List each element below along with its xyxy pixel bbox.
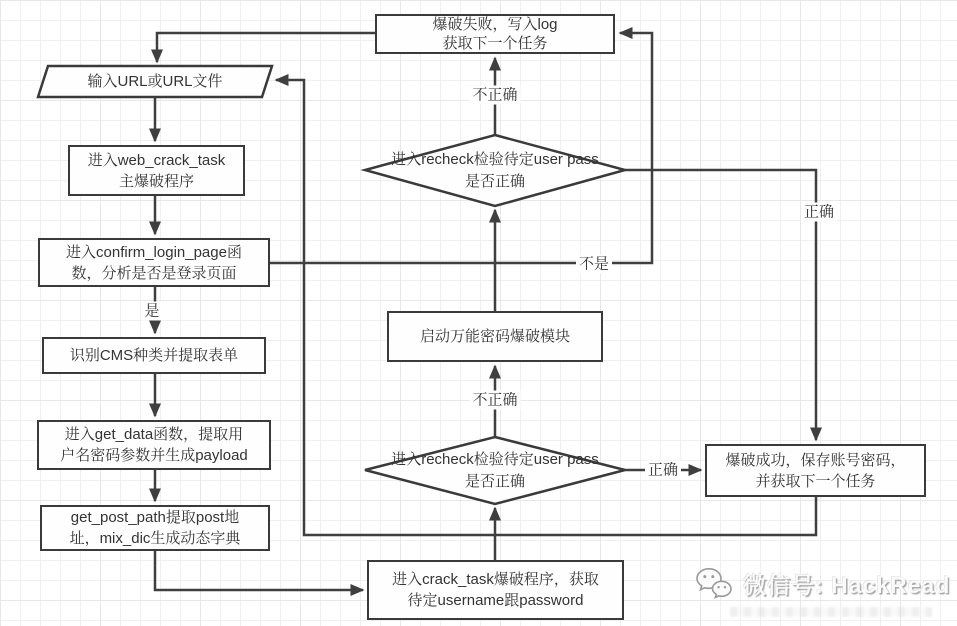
node-confirm-login-line1: 进入confirm_login_page函 [66,243,242,261]
node-universal-password [387,311,603,362]
node-recheck-lower-line1: 进入recheck检验待定user pass [391,451,599,468]
watermark-text: 微信号: HackRead [743,572,951,598]
watermark-blur-strip [730,607,932,617]
node-recheck-upper-line1: 进入recheck检验待定user pass [391,151,599,168]
node-confirm-login-line2: 数，分析是否是登录页面 [71,264,237,282]
node-crack-task [367,560,624,620]
edge-label-incorrect-top: 不正确 [469,86,520,105]
node-get-data-line1: 进入get_data函数，提取用 [64,426,244,443]
node-input-url [38,66,272,97]
node-crack-task-line1: 进入crack_task爆破程序，获取 [392,571,599,588]
node-success-line2: 并获取下一个任务 [755,472,876,490]
watermark [694,566,950,601]
node-get-post-path [40,505,270,551]
node-get-post-path-line2: 址，mix_dic生成动态字典 [69,530,241,547]
edge-fail-to-input [157,33,375,62]
node-identify-cms [42,337,266,374]
node-main-crack-line2: 主爆破程序 [118,172,194,190]
node-fail-log [375,14,615,54]
node-identify-cms-line1: 识别CMS种类并提取表单 [69,347,239,364]
edge-getpost-to-cracktask [155,551,363,590]
node-main-crack-line1: 进入web_crack_task [87,151,226,169]
wechat-icon [694,566,734,601]
node-input-url-line1: 输入URL或URL文件 [87,73,223,90]
edge-label-incorrect-mid: 不正确 [469,391,520,410]
edge-label-is-login: 是 [141,302,162,321]
node-universal-password-line1: 启动万能密码爆破模块 [419,328,570,345]
edge-label-correct-lower: 正确 [645,461,681,480]
edge-label-not-login: 不是 [576,255,612,274]
node-success [705,444,926,497]
node-get-data-line2: 户名密码参数并生成payload [60,447,248,464]
node-success-line1: 爆破成功，保存账号密码， [725,451,906,469]
node-confirm-login [38,238,270,287]
node-recheck-lower [365,439,625,503]
node-main-crack [68,145,245,196]
node-get-post-path-line1: get_post_path提取post地 [70,509,240,526]
node-recheck-upper [365,139,625,203]
node-recheck-lower-line2: 是否正确 [464,473,525,490]
node-crack-task-line2: 待定username跟password [407,592,584,609]
node-recheck-upper-line2: 是否正确 [464,173,525,190]
edge-recheck-upper-to-success [625,170,816,440]
node-fail-log-line2: 获取下一个任务 [442,35,548,52]
node-fail-log-line1: 爆破失败，写入log [432,16,558,33]
node-get-data [37,420,271,470]
edge-label-correct-right: 正确 [801,203,837,222]
